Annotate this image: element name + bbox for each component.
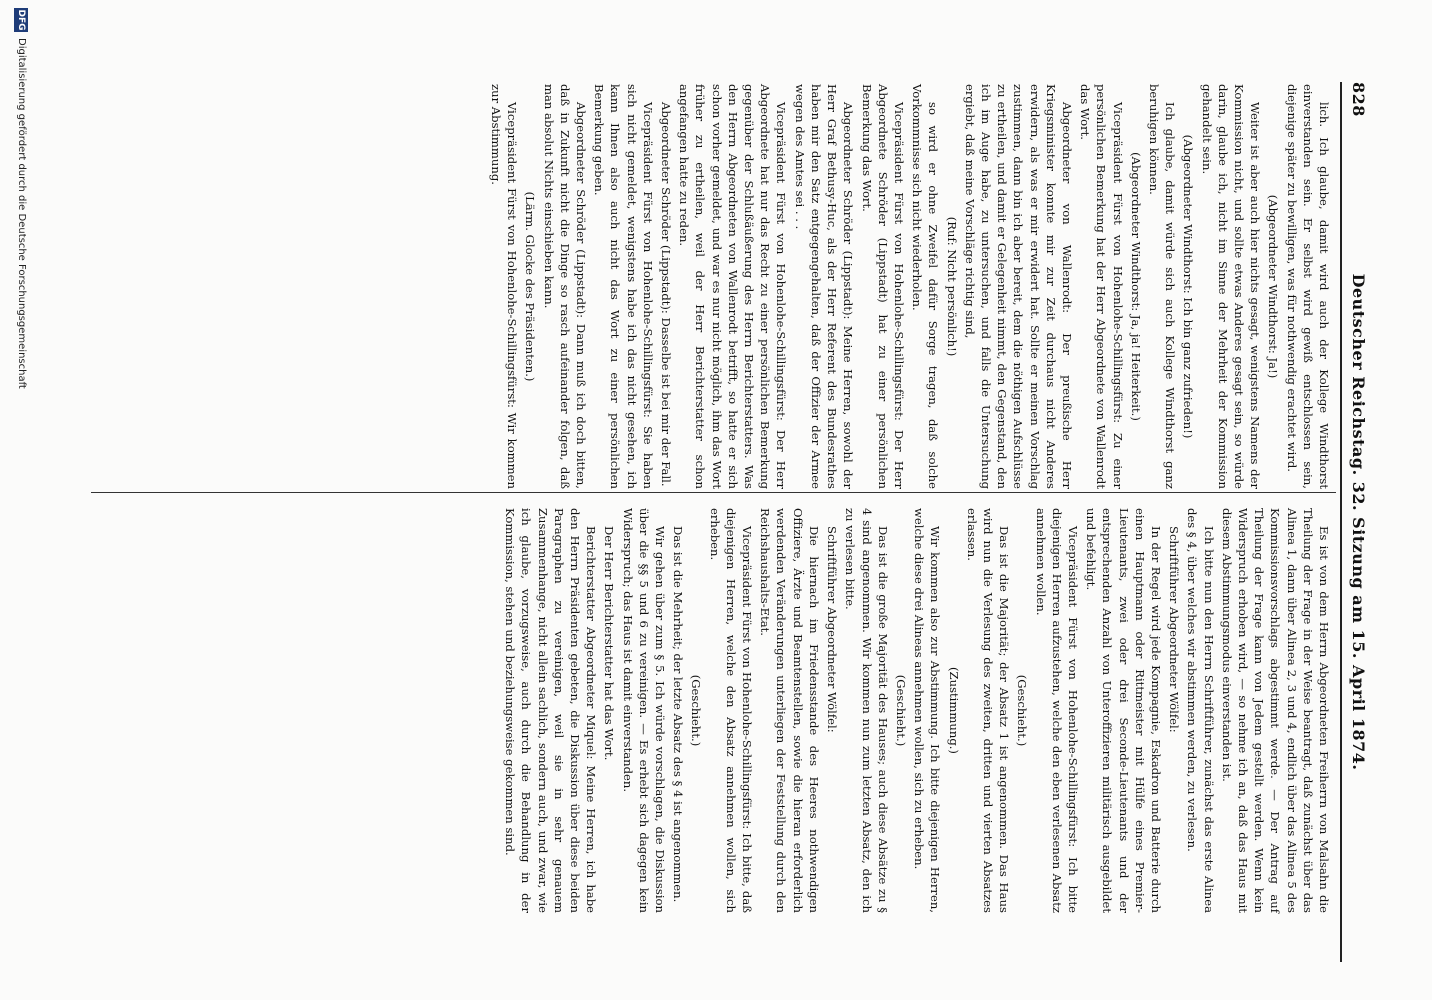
stage-direction: (Geschieht.) [689, 674, 704, 747]
paragraph: Abgeordneter Schröder (Lippstadt): Dasselbe ist bei mir der Fall. [659, 102, 674, 487]
stage-direction: (Geschieht.) [893, 674, 908, 747]
paragraph: Ich glaube, damit würde sich auch Kollege Windthorst ganz beruhigen können. [1146, 84, 1178, 489]
dfg-logo: DFG [16, 9, 26, 31]
paragraph: Schriftführer Abgeordneter Wölfel: [825, 526, 840, 733]
paragraph: Vicepräsident Fürst von Hohenlohe-Schillingsfürst: Ich bitte, daß diejenigen Herren, welche den Absatz annehmen wollen, sich erheben. [707, 508, 755, 913]
page-number: 828 [1349, 82, 1368, 117]
paragraph: Vicepräsident Fürst von Hohenlohe-Schillingsfürst: Ich bitte diejenigen Herren aufzustehen, welche den eben verlesenen Absatz annehmen wollen. [1033, 508, 1080, 913]
stage-direction: (Ruf: Nicht persönlich!) [944, 216, 959, 357]
digitization-credit: Digitalisierung gefördert durch die Deutsche Forschungsgemeinschaft [16, 38, 27, 389]
paragraph: Schriftführer Abgeordneter Wölfel: [1167, 526, 1182, 733]
stage-direction: (Abgeordneter Windthorst: Ich bin ganz zufrieden!) [1181, 134, 1196, 439]
right-column [500, 508, 1332, 913]
paragraph: so wird er ohne Zweifel dafür Sorge tragen, daß solche Vorkommnisse sich nicht wiederholen. [910, 84, 941, 489]
paragraph: Das ist die Mehrheit; der letzte Absatz des § 4 ist angenommen. [671, 526, 686, 903]
paragraph: Wir kommen also zur Abstimmung. Ich bitte diejenigen Herren, welche diese drei Alineas annehmen wollen, sich zu erheben. [912, 508, 943, 913]
stage-direction: (Abgeordneter Windthorst: Ja!) [1266, 194, 1281, 379]
paragraph: Abgeordneter von Wallenrodt: Der preußische Herr Kriegsminister konnte mir zur Zeit durchaus nicht Anderes erwidern, als was er mir erwidert hat. Sollte er meinen Vorschlag zustimmen, dann bin ich aber bereit, dem die nöthigen Aufschlüsse zu ertheilen, und damit er Gelegenheit nimmt, den Gegenstand, den ich im Auge habe, zu untersuchen, und falls die Untersuchung ergiebt, daß meine Vorschläge richtig sind, [962, 84, 1074, 489]
stage-direction: (Lärm. Glocke des Präsidenten.) [523, 191, 538, 382]
paragraph: Vicepräsident Fürst von Hohenlohe-Schillingsfürst: Zu einer persönlichen Bemerkung hat der Herr Abgeordnete von Wallenrodt das Wort. [1078, 84, 1125, 489]
paragraph: Vicepräsident Fürst von Hohenlohe-Schillingsfürst: Sie haben sich nicht gemeldet, wenigstens habe ich das nicht gesehen, ich kann Ihnen also auch nicht das Wort zu einer persönlichen Bemerkung geben. [592, 84, 655, 489]
running-title: Deutscher Reichstag. 32. Sitzung am 15. April 1874. [1349, 273, 1368, 771]
page-footer [8, 0, 28, 1000]
paragraph: In der Regel wird jede Kompagnie, Eskadron und Batterie durch einen Hauptmann oder Rittmeister mit Hülfe eines Premier-Lieutenants, zwei oder drei Seconde-Lieutenants und der entsprechenden Anzahl von Unteroffizieren militärisch ausgebildet und befehligt. [1084, 508, 1163, 913]
paragraph: Weiter ist aber auch hier nichts gesagt, wenigstens Namens der Kommission nicht, und sollte etwas Anderes gesagt sein, so würde darin, glaube ich, nicht im Sinne der Mehrheit der Kommission gehandelt sein. [1199, 84, 1263, 489]
left-column [486, 84, 1332, 489]
header-rule [1340, 82, 1342, 962]
paragraph: Die hiernach im Friedensstande des Heeres nothwendigen Offiziere, Ärzte und Beamtenstellen, sowie die hieran erforderlich werdenden Veränderungen unterliegen der Feststellung durch den Reichshaushalts-Etat. [758, 508, 821, 913]
paragraph: Vicepräsident Fürst von Hohenlohe-Schillingsfürst: Wir kommen zur Abstimmung. [489, 84, 520, 489]
stage-direction: (Geschieht.) [1015, 674, 1030, 747]
stage-direction: (Zustimmung.) [946, 667, 961, 754]
paragraph: Der Herr Berichterstatter hat das Wort. [602, 526, 617, 761]
paragraph: Wir gehen über zum § 5. Ich würde vorschlagen, die Diskussion über die §§ 5 und 6 zu vereinigen. — Es erhebt sich dagegen kein Widerspruch; das Haus ist damit einverstanden. [620, 508, 668, 913]
paragraph: Berichterstatter Abgeordneter Miquel: Meine Herren, ich habe den Herrn Präsidenten gebeten, die Diskussion über diese beiden Paragraphen zu vereinigen, weil sie in sehr genauem Zusammenhange, nicht allein sachlich, sondern auch, und zwar, wie ich glaube, vorzugsweise, auch durch die Behandlung in der Kommission, stehen und beziehungsweise gekommen sind. [503, 508, 599, 913]
paragraph: Abgeordneter Schröder (Lippstadt): Dann muß ich doch bitten, daß in Zukunft nicht die Dinge so rasch aufeinander folgen, daß man absolut Nichts einschieben kann. [541, 84, 589, 489]
paragraph: Es ist von dem Herrn Abgeordneten Freiherrn von Malsahn die Theilung der Frage in der Weise beantragt, daß zunächst über das Alinea 1, dann über Alinea 2, 3 und 4, endlich über das Alinea 5 des Kommissionsvorschlags abgestimmt werde. — Der Antrag auf Theilung der Frage kann von Jedem gestellt werden. Wenn kein Widerspruch erhoben wird, — so nehme ich an, daß das Haus mit diesem Abstimmungsmodus einverstanden ist. [1219, 508, 1331, 913]
stage-direction: (Abgeordneter Windthorst: Ja, ja! Heiterkeit.) [1128, 152, 1143, 421]
paragraph: Das ist die Majorität; der Absatz 1 ist angenommen. Das Haus wird nun die Verlesung des zweiten, dritten und vierten Absatzes erlassen. [964, 508, 1012, 913]
paragraph: Vicepräsident Fürst von Hohenlohe-Schillingsfürst: Der Herr Abgeordnete hat nur das Recht zu einer persönlichen Bemerkung gegenüber der Schlußäußerung des Herrn Berichterstatters. Was den Herrn Abgeordneten von Wallenrodt betrifft, so hatte er sich schon vorher gemeldet, und war es nur nicht möglich, ihm das Wort früher zu ertheilen, weil der Herr Berichterstatter schon angefangen hatte zu reden. [677, 84, 789, 489]
paragraph: Vicepräsident Fürst von Hohenlohe-Schillingsfürst: Der Herr Abgeordnete Schröder (Lippstadt) hat zu einer persönlichen Bemerkung das Wort. [859, 84, 906, 489]
paragraph: Ich bitte nun den Herrn Schriftführer, zunächst das erste Alinea des § 4, über welches wir abstimmen werden, zu verlesen. [1185, 508, 1216, 913]
paragraph: lich. Ich glaube, damit wird auch der Kollege Windthorst einverstanden sein. Er selbst wird gewiß entschlossen sein, diejenige später zu bewilligen, was für nothwendig erachtet wird. [1284, 84, 1331, 489]
paragraph: Abgeordneter Schröder (Lippstadt): Meine Herren, sowohl der Herr Graf Bethusy-Huc, als der Herr Referent des Bundesrathes haben mir den Satz entgegengehalten, daß der Offizier der Armee wegen des Amtes sei . . . [792, 84, 856, 489]
paragraph: Das ist die große Majorität des Hauses; auch diese Absätze zu § 4 sind angenommen. Wir kommen nun zum letzten Absatz, den ich zu verlesen bitte. [843, 508, 890, 913]
column-divider [91, 492, 1336, 493]
page-header [1344, 82, 1374, 962]
